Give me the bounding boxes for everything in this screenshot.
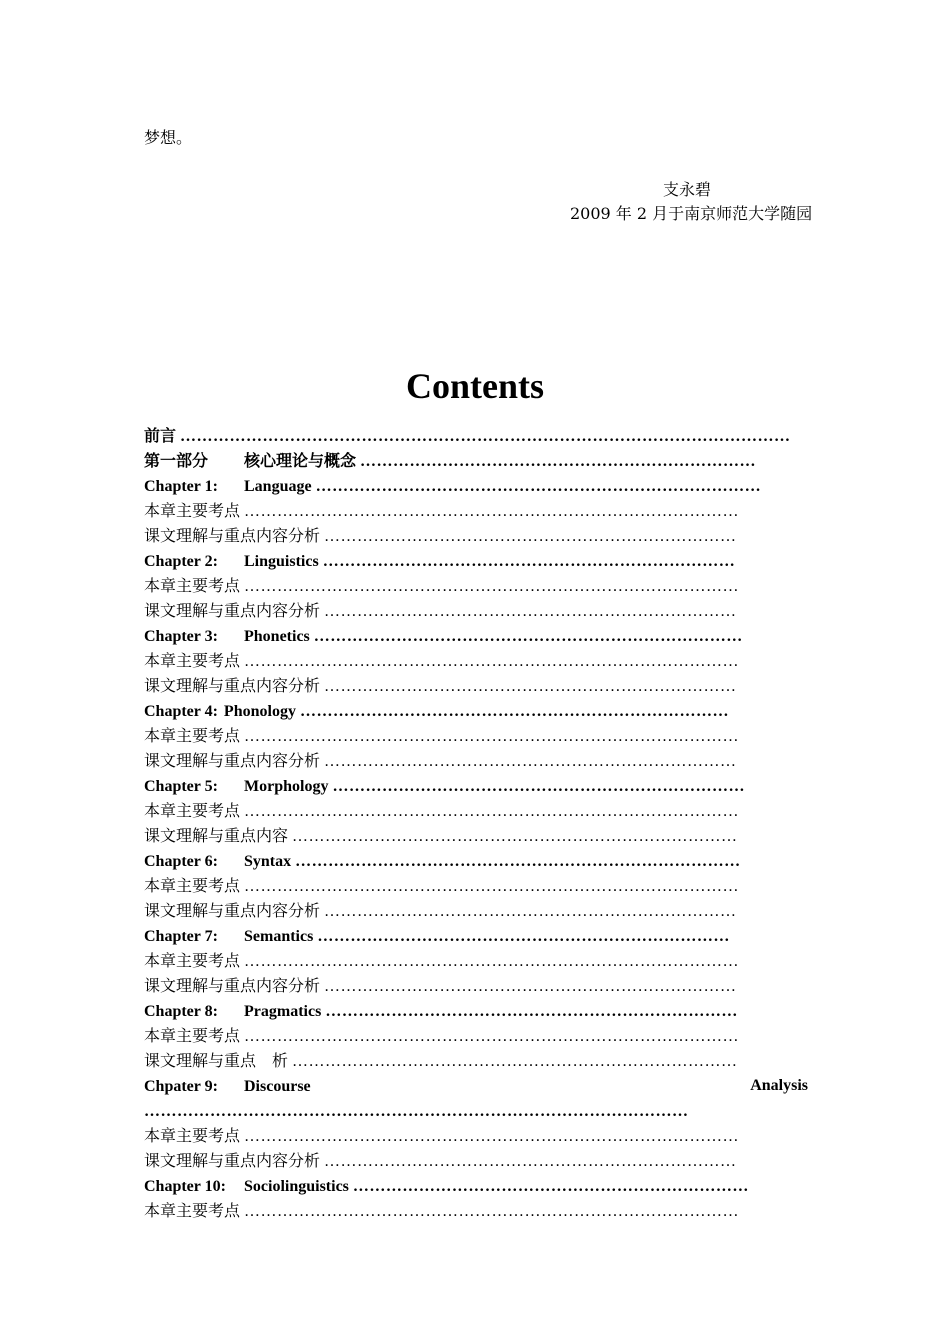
dot-leader: ……………………………………………………………………… xyxy=(292,828,738,845)
toc-entry-chapter-8[interactable] xyxy=(144,998,808,1023)
part-title: 核心理论与概念 xyxy=(244,451,357,470)
chapter-number: Chapter 4: xyxy=(144,703,218,720)
dot-leader: ……………………………………………………………………………… xyxy=(244,1028,740,1045)
dot-leader: ……………………………………………………………………… xyxy=(295,853,741,870)
dot-leader: ………………………………………………………………… xyxy=(332,778,745,795)
toc-entry-chapter-10[interactable] xyxy=(144,1173,808,1198)
chapter-number: Chapter 1: xyxy=(144,478,218,495)
toc-subentry-keypoints[interactable] xyxy=(144,1023,808,1048)
dot-leader: ……………………………………………………………………………………… xyxy=(144,1103,689,1120)
dot-leader: ……………………………………………………………………………… xyxy=(244,878,740,895)
author-signature: 支永碧 xyxy=(663,180,712,199)
chapter-number: Chapter 2: xyxy=(144,553,218,570)
contents-heading: Contents xyxy=(405,366,544,406)
part-number: 第一部分 xyxy=(144,451,209,470)
dot-leader: …………………………………………………………………… xyxy=(299,703,729,720)
toc-subentry-keypoints[interactable] xyxy=(144,798,808,823)
chapter-title: Morphology xyxy=(244,778,329,795)
table-of-contents xyxy=(144,423,808,1223)
subentry-label: 本章主要考点 xyxy=(144,1126,241,1145)
toc-entry-part-1[interactable] xyxy=(144,448,808,473)
chapter-number: Chapter 5: xyxy=(144,778,218,795)
subentry-label: 课文理解与重点内容分析 xyxy=(144,676,321,695)
chapter-title-continued: Analysis xyxy=(750,1077,808,1094)
chapter-title: Phonology xyxy=(223,703,296,720)
preface-closing-text: 梦想。 xyxy=(144,128,193,147)
toc-subentry-analysis[interactable] xyxy=(144,598,808,623)
dot-leader: ……………………………………………………………………………… xyxy=(244,803,740,820)
dot-leader: ………………………………………………………………… xyxy=(325,1003,738,1020)
chapter-number: Chapter 8: xyxy=(144,1003,218,1020)
dot-leader: ……………………………………………………………………………… xyxy=(244,1128,740,1145)
dot-leader: ……………………………………………………………………………… xyxy=(244,953,740,970)
subentry-label: 课文理解与重点内容分析 xyxy=(144,1151,321,1170)
toc-subentry-keypoints[interactable] xyxy=(144,873,808,898)
subentry-label: 本章主要考点 xyxy=(144,1201,241,1220)
chapter-title: Semantics xyxy=(244,928,314,945)
dot-leader: ……………………………………………………………………… xyxy=(292,1053,738,1070)
toc-subentry-keypoints[interactable] xyxy=(144,723,808,748)
dot-leader: ……………………………………………………………………………… xyxy=(244,653,740,670)
chapter-number: Chapter 6: xyxy=(144,853,218,870)
toc-subentry-keypoints[interactable] xyxy=(144,1198,808,1223)
chapter-title: Phonetics xyxy=(244,628,310,645)
subentry-label: 课文理解与重点内容分析 xyxy=(144,976,321,995)
toc-subentry-analysis[interactable] xyxy=(144,1148,808,1173)
chapter-title: Syntax xyxy=(244,853,292,870)
subentry-label: 课文理解与重点内容分析 xyxy=(144,601,321,620)
signature-date-place: 2009 年 2 月于南京师范大学随园 xyxy=(570,204,813,223)
dot-leader: ………………………………………………………………… xyxy=(322,553,736,570)
toc-subentry-analysis[interactable] xyxy=(144,748,808,773)
dot-leader: ………………………………………………………………… xyxy=(324,903,737,920)
toc-entry-chapter-5[interactable] xyxy=(144,773,808,798)
toc-entry-preface[interactable] xyxy=(144,423,808,448)
toc-subentry-analysis[interactable] xyxy=(144,823,808,848)
subentry-label: 课文理解与重点内容分析 xyxy=(144,526,321,545)
toc-entry-chapter-9[interactable] xyxy=(144,1073,808,1098)
chapter-number: Chapter 10: xyxy=(144,1178,226,1195)
chapter-title: Linguistics xyxy=(244,553,319,570)
toc-subentry-keypoints[interactable] xyxy=(144,948,808,973)
subentry-label: 本章主要考点 xyxy=(144,651,241,670)
subentry-label: 课文理解与重点内容分析 xyxy=(144,901,321,920)
subentry-label: 本章主要考点 xyxy=(144,951,241,970)
subentry-label: 本章主要考点 xyxy=(144,876,241,895)
subentry-label: 本章主要考点 xyxy=(144,726,241,745)
dot-leader: ……………………………………………………………………………… xyxy=(244,503,740,520)
dot-leader: ………………………………………………………………… xyxy=(324,528,737,545)
dot-leader: ……………………………………………………………………………… xyxy=(244,578,740,595)
dot-leader: ………………………………………………………………… xyxy=(324,1153,737,1170)
dot-leader: ………………………………………………………………… xyxy=(324,753,737,770)
dot-leader: ………………………………………………………………… xyxy=(317,928,730,945)
dot-leader: ……………………………………………………………… xyxy=(360,453,757,470)
toc-subentry-keypoints[interactable] xyxy=(144,648,808,673)
dot-leader: ………………………………………………………………… xyxy=(324,978,737,995)
toc-entry-chapter-4[interactable] xyxy=(144,698,808,723)
chapter-title: Language xyxy=(244,478,312,495)
subentry-label: 本章主要考点 xyxy=(144,801,241,820)
subentry-label: 本章主要考点 xyxy=(144,576,241,595)
dot-leader: ………………………………………………………………… xyxy=(324,678,737,695)
toc-subentry-analysis[interactable] xyxy=(144,898,808,923)
chapter-number: Chapter 7: xyxy=(144,928,218,945)
toc-entry-chapter-9-leader[interactable] xyxy=(144,1098,808,1123)
toc-entry-chapter-3[interactable] xyxy=(144,623,808,648)
toc-entry-chapter-7[interactable] xyxy=(144,923,808,948)
subentry-label: 本章主要考点 xyxy=(144,1026,241,1045)
chapter-number: Chapter 3: xyxy=(144,628,218,645)
dot-leader: ………………………………………………………………………………………………… xyxy=(180,428,791,445)
toc-subentry-analysis[interactable] xyxy=(144,973,808,998)
dot-leader: ……………………………………………………………………… xyxy=(315,478,762,495)
dot-leader: ……………………………………………………………………………… xyxy=(244,1203,740,1220)
toc-subentry-analysis[interactable] xyxy=(144,673,808,698)
chapter-title: Discourse xyxy=(244,1078,311,1095)
subentry-label: 课文理解与重点 析 xyxy=(144,1051,289,1070)
subentry-label: 本章主要考点 xyxy=(144,501,241,520)
toc-entry-label: 前言 xyxy=(144,426,177,445)
toc-entry-chapter-1[interactable] xyxy=(144,473,808,498)
chapter-number: Chpater 9: xyxy=(144,1078,218,1095)
toc-subentry-analysis[interactable] xyxy=(144,1048,808,1073)
toc-subentry-keypoints[interactable] xyxy=(144,498,808,523)
dot-leader: ……………………………………………………………………………… xyxy=(244,728,740,745)
toc-subentry-keypoints[interactable] xyxy=(144,1123,808,1148)
toc-subentry-keypoints[interactable] xyxy=(144,573,808,598)
toc-entry-chapter-2[interactable] xyxy=(144,548,808,573)
dot-leader: ………………………………………………………………… xyxy=(324,603,737,620)
subentry-label: 课文理解与重点内容 xyxy=(144,826,289,845)
chapter-title: Sociolinguistics xyxy=(244,1178,349,1195)
subentry-label: 课文理解与重点内容分析 xyxy=(144,751,321,770)
toc-subentry-analysis[interactable] xyxy=(144,523,808,548)
chapter-title: Pragmatics xyxy=(244,1003,322,1020)
dot-leader: ……………………………………………………………… xyxy=(352,1178,749,1195)
dot-leader: …………………………………………………………………… xyxy=(313,628,743,645)
toc-entry-chapter-6[interactable] xyxy=(144,848,808,873)
